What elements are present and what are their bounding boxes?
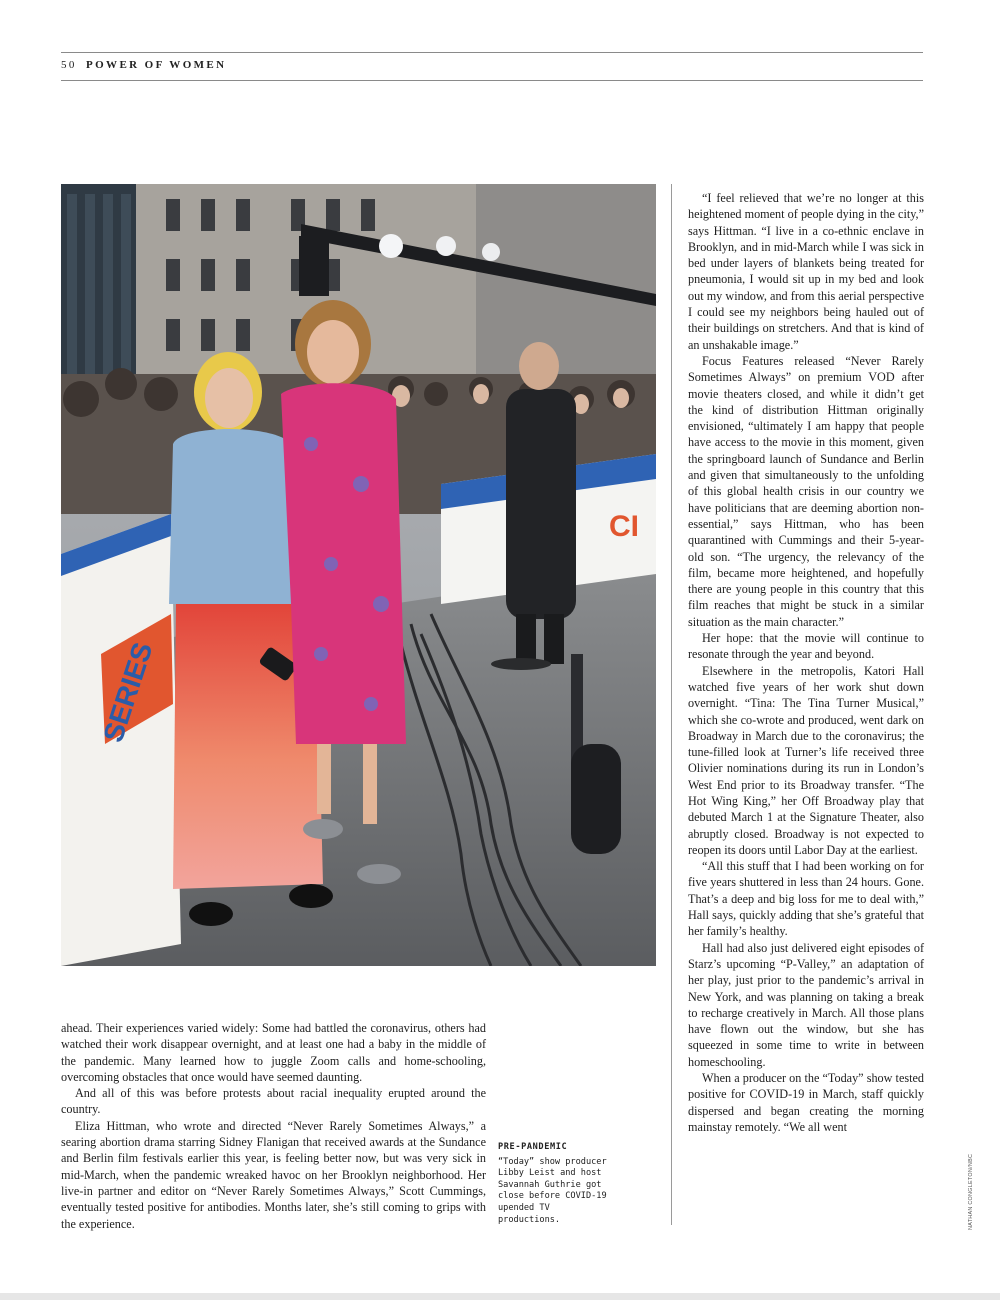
paragraph: Elsewhere in the metropolis, Katori Hall watched five years of her work shut down overnight. “Tina: The Tina Turner Musical,” which she co-wrote and produced, went dark on Broadway in March due to the coronavirus; the tune-filled look at Turner’s life received three Olivier nominations during its run in London’s West End prior to its Broadway transfer. “The Hot Wing King,” her Off Broadway play that debuted March 1 at the Signature Theater, also abruptly closed. Broadway is not expected to reopen its doors until Labor Day at the earliest. [688,663,924,857]
paragraph: “I feel relieved that we’re no longer at this heightened moment of people dying in the city,” says Hittman. “I live in a co-ethnic enclave in Brooklyn, and in mid-March while I was sick in bed under layers of blankets being treated for pneumonia, I would sit up in my bed and look out my window, and from this aerial perspective I could see my neighbors being hauled out of their buildings on stretchers. And that is kind of an unshakable image.” [688,191,924,352]
header-top-rule [61,52,923,53]
photo-caption [498,1142,616,1226]
feature-photo [61,184,656,966]
section-title: POWER OF WOMEN [85,59,227,71]
page-number: 50 [61,59,77,71]
article-left-column [61,1020,486,1232]
paragraph: Her hope: that the movie will continue to resonate through the year and beyond. [688,631,924,662]
paragraph: “All this stuff that I had been working on for five years shuttered in less than 24 hours. Gone. That’s a deep and big loss for me to deal with,” Hall says, quickly adding that she’s grateful that her family’s healthy. [688,859,924,939]
paragraph: Focus Features released “Never Rarely Sometimes Always” on premium VOD after movie theaters closed, and while it didn’t get the kind of distribution Hittman originally envisioned, “ultimately I am happy that people have access to the movie in this moment, given the springboard launch of Sundance and Berlin and given that simultaneously to the unfolding of this global health crisis in our country we have politicians that are deeming abortion non-essential,” says Hittman, who has been quarantined with Cummings and their 5-year-old son. “The urgency, the relevancy of the film, became more heightened, and hopefully there are young people in this country that this film reaches that might be stuck in a similar situation as the main character.” [688,353,924,629]
header-bottom-rule [61,80,923,81]
barrier-series-text: SERIES [97,638,159,746]
caption-text: “Today” show producer Libby Leist and host Savannah Guthrie got close before COVID-19 upended TV productions. [498,1156,607,1225]
paragraph: When a producer on the “Today” show tested positive for COVID-19 in March, staff quickly dispersed and began creating the morning mainstay remotely. “We all went [688,1071,924,1134]
column-divider [671,184,672,1225]
photo-credit-text: NATHAN CONGLETON/NBC [968,1153,974,1230]
paragraph: ahead. Their experiences varied widely: Some had battled the coronavirus, others had watched their work disappear overnight, and at least one had a baby in the middle of the pandemic. Many learned how to juggle Zoom calls and home-schooling, overcoming obstacles that once would have seemed daunting. [61,1021,486,1084]
barrier-sign-text: CI [609,510,639,543]
page-bottom-band [0,1293,1000,1300]
caption-heading: PRE-PANDEMIC [498,1142,568,1152]
running-header [61,59,227,71]
paragraph: Hall had also just delivered eight episodes of Starz’s upcoming “P-Valley,” an adaptation of her play, just prior to the pandemic’s arrival in New York, and was planning on taking a break to recharge creatively in March. All those plans have flown out the window, but she has squeezed in some time to write in between homeschooling. [688,940,924,1069]
paragraph: Eliza Hittman, who wrote and directed “Never Rarely Sometimes Always,” a searing abortion drama starring Sidney Flanigan that received awards at the Sundance and Berlin film festivals earlier this year, is feeling better now, but was very sick in mid-March, when the pandemic wreaked havoc on her Brooklyn neighborhood. Her live-in partner and editor on “Never Rarely Sometimes Always,” Scott Cummings, eventually tested positive for antibodies. Months later, she’s still coming to grips with the experience. [61,1118,486,1231]
photo-credit [958,1150,974,1230]
paragraph: And all of this was before protests about racial inequality erupted around the country. [61,1086,486,1117]
article-right-column [688,190,924,1135]
